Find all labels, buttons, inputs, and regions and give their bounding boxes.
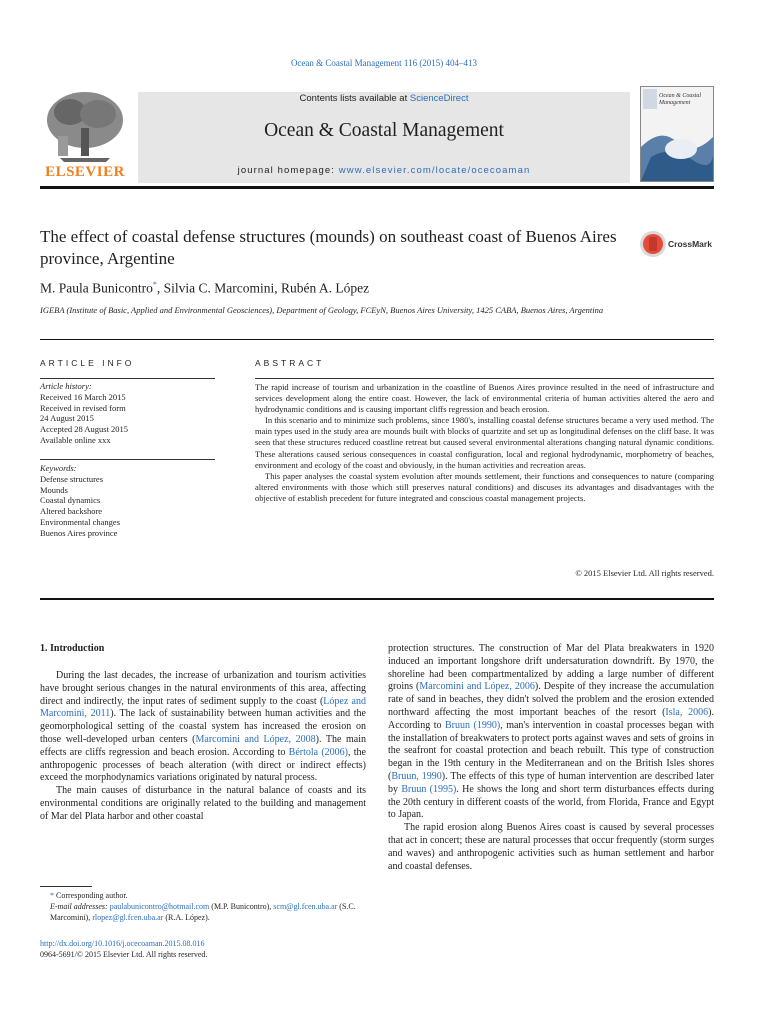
history-item: Received 16 March 2015 [40, 391, 126, 402]
history-item: Accepted 28 August 2015 [40, 424, 129, 435]
journal-homepage-link[interactable]: www.elsevier.com/locate/ocecoaman [338, 165, 531, 176]
sciencedirect-link[interactable]: ScienceDirect [409, 93, 469, 104]
journal-title: Ocean & Coastal Management [264, 120, 504, 141]
abstract-paragraph: In this scenario and to minimize such problems, since 1980's, installing coastal defense structures became a very used method. The main types used in the study area are mounds built with blocks of quartzite and set up as longitudinal defenses on the cliff base. It was seen that these structures reduced coastline retreat but caused several environmental alterations changing natural dynamic conditions. These alterations caused serious consequences in coastal configuration, local and regional hydrodynamic, morphometry of beaches, environment and ecology of the coast and obviously, in the human activities and recreation areas. [255, 415, 714, 470]
citation-link[interactable]: Bruun (1990) [445, 719, 501, 731]
article-info-heading: ARTICLE INFO [40, 358, 135, 368]
doi-block [40, 938, 207, 960]
author-list [40, 280, 369, 297]
keyword-item: Coastal dynamics [40, 495, 101, 506]
citation-link[interactable]: Bruun, 1990 [391, 770, 442, 782]
body-paragraph: protection structures. The construction of Mar del Plata breakwaters in 1920 induced an important longshore drift undersaturation downdrift. By 1970, the shoreline had been compartmentalized by adding a large number of different groins (Marcomini and López, 2006). Despite of they increase the accumulation rate of sand in beaches, they didn't solved the problem and the erosion extended northward affecting the most important beaches of the resort (Isla, 2006). According to Bruun (1990), man's intervention in coastal processes began with the installation of breakwaters to protect ports against waves and sets of groins in the seafront for coastal protection and beach rebuilt. This type of construction began in the 19th century in the Mediterranean and on the British Isles shores (Bruun, 1990). The effects of this type of human intervention are described later by Bruun (1995). He shows the long and short term disturbances effects during the 20th century in different coasts of the world, from Florida, France and Egypt to Japan. [388, 643, 715, 821]
info-rule [40, 378, 215, 379]
abstract-heading: ABSTRACT [255, 358, 325, 368]
citation-link[interactable]: Isla, 2006 [665, 706, 709, 718]
section-heading-introduction: 1. Introduction [40, 643, 105, 654]
history-item: 24 August 2015 [40, 413, 94, 424]
article-history [40, 381, 215, 446]
author-name: M. Paula Bunicontro [40, 280, 153, 296]
abstract-rule [255, 378, 714, 379]
abstract-paragraph: The rapid increase of tourism and urbanization in the coastline of Buenos Aires province resulted in the need of infrastructure and services development along the entire coast. However, the lack of environmental criteria of human activities altered the aero and hydrodynamic conditions and is causing important cliffs regression and beach erosion. [255, 382, 714, 415]
affiliation: IGEBA (Institute of Basic, Applied and Environmental Geosciences), Department of Geology, FCEyN, Buenos Aires University, 1425 CABA, Buenos Aires, Argentina [40, 305, 604, 315]
citation-link[interactable]: Marcomini and López, 2006 [419, 681, 535, 693]
citation-link[interactable]: Marcomini and López, 2008 [195, 733, 316, 745]
abstract-paragraph: This paper analyses the coastal system evolution after mounds settlement, their functions and consequences to nature (comparing altered environments with those which still preserves natural conditions) and discuses its advantages and disadvantages with the objective of establish precedent for future integrated and conscious coastal management projects. [255, 470, 714, 503]
corresponding-author-footnote: * Corresponding author. E-mail addresses: paulabunicontro@hotmail.com (M.P. Bunicontro), scm@gl.fcen.uba.ar (S.C. Marcomini), rlopez@gl.fcen.uba.ar (R.A. López). [50, 891, 356, 922]
body-paragraph: During the last decades, the increase of urbanization and tourism activities have brought serious changes in the natural environments of this area, affecting direct and indirectly, the input rates of sediment supply to the coast (López and Marcomini, 2011). The lack of sustainability between human activities and the geomorphological setting of the coastal system has increased the erosion on those well-developed urban centers (Marcomini and López, 2008). The main effects are cliffs regression and beach erosion. According to Bértola (2006), the anthropogenic processes of beach alteration (with direct or indirect effects) exceed the morphodynamics variations originated by natural process. [40, 670, 367, 784]
section-rule [40, 339, 714, 340]
abstract-text [255, 382, 714, 504]
keyword-item: Environmental changes [40, 516, 121, 527]
masthead-rule [40, 186, 714, 189]
doi-link[interactable]: http://dx.doi.org/10.1016/j.ocecoaman.2015.08.016 [40, 939, 205, 948]
homepage-line: journal homepage: www.elsevier.com/locate/ocecoaman [237, 165, 531, 176]
journal-cover-thumbnail[interactable] [640, 86, 714, 182]
body-column-left [40, 670, 366, 824]
body-paragraph: The rapid erosion along Buenos Aires coast is caused by several processes that act in concert; these are natural processes that occur frequently (storm surges and waves) and anthropogenic activities such as human settlement and harbor and coastal defenses. [388, 822, 714, 872]
keyword-item: Altered backshore [40, 506, 103, 517]
footnote-rule [40, 886, 92, 887]
body-column-right [388, 643, 714, 873]
email-link[interactable]: rlopez@gl.fcen.uba.ar [92, 913, 164, 922]
journal-reference[interactable]: Ocean & Coastal Management 116 (2015) 404–413 [290, 58, 478, 68]
footnote-mark: * [50, 891, 54, 900]
cover-title: Ocean & Coastal Management [659, 93, 701, 106]
corresponding-author-mark[interactable]: * [152, 280, 157, 289]
keywords [40, 463, 215, 539]
keyword-item: Defense structures [40, 473, 104, 484]
citation-link[interactable]: Bértola (2006) [288, 746, 349, 758]
email-link[interactable]: paulabunicontro@hotmail.com [109, 902, 210, 911]
history-item: Available online xxx [40, 434, 111, 445]
front-matter-rule [40, 598, 714, 600]
keywords-label: Keywords: [40, 463, 77, 473]
keywords-rule [40, 459, 215, 460]
citation-link[interactable]: López and Marcomini, 2011 [40, 695, 366, 720]
keyword-item: Buenos Aires province [40, 527, 118, 538]
email-link[interactable]: scm@gl.fcen.uba.ar [273, 902, 338, 911]
keyword-item: Mounds [40, 484, 68, 495]
other-authors: , Silvia C. Marcomini, Rubén A. López [156, 280, 370, 296]
issn-line: 0964-5691/© 2015 Elsevier Ltd. All rights reserved. [40, 950, 208, 959]
article-title: The effect of coastal defense structures (mounds) on southeast coast of Buenos Aires province, Argentine [40, 227, 617, 268]
publisher-logo-text: ELSEVIER [45, 164, 125, 180]
copyright-notice: © 2015 Elsevier Ltd. All rights reserved. [575, 568, 714, 578]
citation-link[interactable]: Bruun (1995) [401, 783, 457, 795]
history-label: Article history: [40, 381, 92, 391]
history-item: Received in revised form [40, 402, 126, 413]
crossmark-label[interactable]: CrossMark [668, 239, 712, 249]
body-paragraph: The main causes of disturbance in the natural balance of coasts and its environmental conditions are originally related to the building and management of Mar del Plata harbor and other coastal [40, 785, 366, 822]
contents-line: Contents lists available at ScienceDirect [299, 93, 469, 104]
